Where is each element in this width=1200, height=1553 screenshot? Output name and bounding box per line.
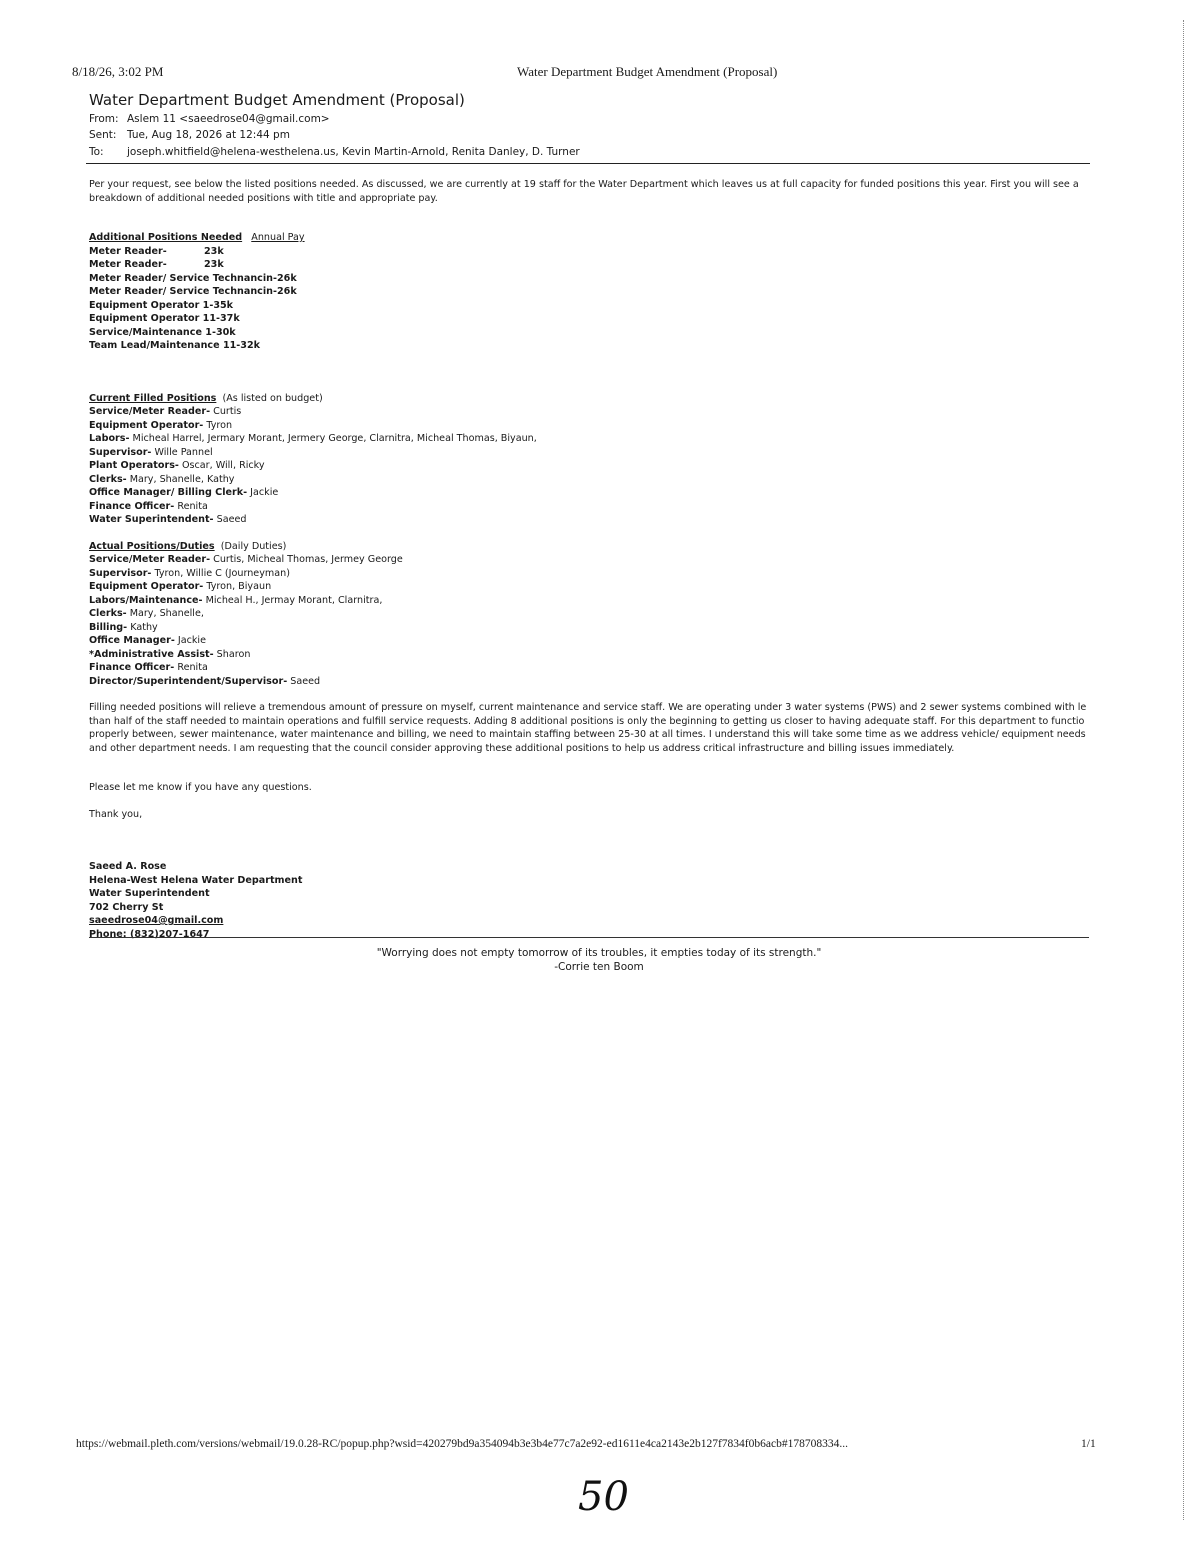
- actual-position-row: [89, 607, 1089, 621]
- role-names: Jackie: [250, 487, 279, 498]
- current-position-row: [89, 486, 1089, 500]
- thanks-line: Thank you,: [89, 808, 143, 820]
- role-title: Equipment Operator-: [89, 419, 204, 431]
- to-label: To:: [89, 146, 104, 158]
- intro-paragraph: Per your request, see below the listed positions needed. As discussed, we are currently at 19 staff for the Water Department which leaves us at full capacity for funded positions this year. First you will see a breakdown of additional needed positions with title and appropriate pay.: [89, 179, 1079, 204]
- role-names: Curtis, Micheal Thomas, Jermey George: [213, 554, 403, 565]
- position-title: Meter Reader/ Service Technancin-: [89, 286, 277, 297]
- quote-author: -Corrie ten Boom: [554, 961, 644, 973]
- actual-position-row: [89, 580, 1089, 594]
- additional-position-row: [89, 285, 1089, 299]
- quote-block: [89, 946, 1109, 974]
- additional-position-row: [89, 312, 1089, 326]
- actual-position-row: [89, 661, 1089, 675]
- sent-label: Sent:: [89, 129, 117, 141]
- additional-heading: Additional Positions Needed: [89, 232, 243, 243]
- role-title: Clerks-: [89, 473, 127, 485]
- email-body: [89, 178, 1089, 941]
- signature-address: 702 Cherry St: [89, 901, 164, 913]
- current-position-row: [89, 513, 1089, 527]
- current-note: (As listed on budget): [222, 392, 323, 404]
- email-to-row: [89, 146, 580, 158]
- role-names: Tyron, Willie C (Journeyman): [154, 567, 290, 579]
- email-from-row: [89, 113, 330, 125]
- position-pay: 26k: [276, 272, 297, 284]
- quote-text: "Worrying does not empty tomorrow of its troubles, it empties today of its strength.": [376, 947, 822, 959]
- actual-positions-section: [89, 540, 1089, 689]
- role-title: *Administrative Assist-: [89, 648, 214, 660]
- additional-position-row: [89, 326, 1089, 340]
- signature-org: Helena-West Helena Water Department: [89, 874, 303, 886]
- current-position-row: [89, 405, 1089, 419]
- role-title: Labors-: [89, 433, 130, 444]
- role-names: Tyron: [206, 419, 233, 431]
- scan-edge-line: [1183, 20, 1184, 1520]
- role-title: Equipment Operator-: [89, 581, 204, 592]
- role-title: Director/Superintendent/Supervisor-: [89, 675, 288, 687]
- current-positions-list: [89, 405, 1089, 527]
- additional-position-row: [89, 339, 1089, 353]
- current-position-row: [89, 419, 1089, 433]
- position-title: Team Lead/Maintenance 11-: [89, 340, 241, 351]
- actual-position-row: [89, 648, 1089, 662]
- role-title: Service/Meter Reader-: [89, 406, 211, 417]
- from-value[interactable]: Aslem 11 <saeedrose04@gmail.com>: [127, 113, 330, 125]
- signature-block: [89, 860, 1089, 941]
- role-names: Curtis: [213, 406, 242, 417]
- additional-positions-list: [89, 245, 1089, 353]
- role-title: Service/Meter Reader-: [89, 554, 211, 565]
- current-positions-section: [89, 392, 1089, 527]
- print-header-title: Water Department Budget Amendment (Proposal): [517, 64, 778, 79]
- additional-positions-section: [89, 231, 1089, 353]
- annual-pay-heading: Annual Pay: [251, 232, 305, 243]
- role-names: Mary, Shanelle,: [129, 608, 204, 619]
- role-title: Water Superintendent-: [89, 514, 214, 525]
- actual-position-row: [89, 567, 1089, 581]
- role-title: Billing-: [89, 621, 128, 633]
- position-title: Equipment Operator 11-: [89, 313, 220, 324]
- role-names: Jackie: [177, 635, 206, 646]
- actual-position-row: [89, 594, 1089, 608]
- role-title: Supervisor-: [89, 567, 152, 579]
- signature-email-link[interactable]: saeedrose04@gmail.com: [89, 915, 224, 926]
- actual-heading: Actual Positions/Duties: [89, 540, 215, 552]
- position-pay: 35k: [213, 299, 234, 311]
- additional-position-row: [89, 245, 1089, 259]
- role-names: Wille Pannel: [154, 446, 213, 458]
- closing-paragraph: Filling needed positions will relieve a tremendous amount of pressure on myself, current maintenance and service staff. We are operating under 3 water systems (PWS) and 2 sewer systems combined with le than half of the staff needed to maintain operations and fulfill service requests. Adding 8 additional positions is only the beginning to getting us closer to having adequate staff. For this department to functio properly between, sewer maintenance, water maintenance and billing, we need to maintain staffing between 25-30 at all times. I understand this will take some time as we address vehicle/ equipment needs and other department needs. I am requesting that the council consider approving these additional positions to help us address critical infrastructure and billing issues immediately.: [89, 702, 1087, 754]
- role-title: Office Manager-: [89, 635, 175, 646]
- role-names: Micheal H., Jermay Morant, Clarnitra,: [205, 594, 383, 606]
- current-position-row: [89, 459, 1089, 473]
- role-title: Labors/Maintenance-: [89, 594, 203, 606]
- questions-line: Please let me know if you have any questions.: [89, 782, 312, 793]
- role-title: Finance Officer-: [89, 500, 175, 512]
- actual-position-row: [89, 553, 1089, 567]
- print-page-count: 1/1: [1081, 1438, 1096, 1450]
- role-title: Plant Operators-: [89, 460, 179, 471]
- additional-position-row: [89, 258, 1089, 272]
- actual-position-row: [89, 675, 1089, 689]
- role-title: Supervisor-: [89, 446, 152, 458]
- position-title: Service/Maintenance 1-: [89, 326, 216, 338]
- position-pay: 26k: [276, 286, 297, 297]
- actual-positions-list: [89, 553, 1089, 688]
- role-names: Renita: [177, 662, 208, 673]
- additional-position-row: [89, 299, 1089, 313]
- current-position-row: [89, 473, 1089, 487]
- position-pay: 37k: [219, 313, 240, 324]
- actual-note: (Daily Duties): [220, 540, 287, 552]
- print-footer-url: https://webmail.pleth.com/versions/webmail/19.0.28-RC/popup.php?wsid=420279bd9a354094b3e3b4e77c7a2e92-ed1611e4ca2143e2b127f7834f0b6acb#178708334...: [76, 1438, 848, 1450]
- email-subject: Water Department Budget Amendment (Proposal): [89, 91, 465, 109]
- role-names: Renita: [177, 500, 208, 512]
- role-names: Mary, Shanelle, Kathy: [129, 473, 235, 485]
- signature-title: Water Superintendent: [89, 888, 210, 899]
- additional-position-row: [89, 272, 1089, 286]
- role-names: Kathy: [130, 621, 158, 633]
- position-pay: 30k: [215, 326, 236, 338]
- signature-divider: [89, 937, 1089, 938]
- position-pay: 32k: [240, 340, 261, 351]
- role-names: Saeed: [216, 514, 247, 525]
- position-title: Meter Reader-: [89, 245, 167, 257]
- current-position-row: [89, 500, 1089, 514]
- position-title: Meter Reader-: [89, 259, 167, 270]
- actual-position-row: [89, 634, 1089, 648]
- current-position-row: [89, 432, 1089, 446]
- role-names: Micheal Harrel, Jermary Morant, Jermery George, Clarnitra, Micheal Thomas, Biyaun,: [132, 433, 537, 444]
- email-sent-row: [89, 129, 290, 141]
- position-pay: 23k: [204, 259, 224, 270]
- role-names: Saeed: [290, 675, 321, 687]
- sent-value: Tue, Aug 18, 2026 at 12:44 pm: [127, 129, 290, 141]
- signature-name: Saeed A. Rose: [89, 861, 167, 872]
- current-heading: Current Filled Positions: [89, 392, 217, 404]
- signature-phone: Phone: (832)207-1647: [89, 928, 210, 940]
- role-title: Finance Officer-: [89, 662, 175, 673]
- position-title: Meter Reader/ Service Technancin-: [89, 272, 277, 284]
- actual-position-row: [89, 621, 1089, 635]
- from-label: From:: [89, 113, 119, 125]
- role-names: Tyron, Biyaun: [206, 581, 272, 592]
- current-position-row: [89, 446, 1089, 460]
- position-title: Equipment Operator 1-: [89, 299, 214, 311]
- role-names: Sharon: [216, 648, 251, 660]
- to-value[interactable]: joseph.whitfield@helena-westhelena.us, Kevin Martin-Arnold, Renita Danley, D. Turner: [127, 146, 580, 158]
- role-title: Clerks-: [89, 608, 127, 619]
- position-pay: 23k: [204, 245, 224, 257]
- role-names: Oscar, Will, Ricky: [181, 460, 265, 471]
- print-datetime: 8/18/26, 3:02 PM: [72, 64, 164, 79]
- header-divider: [86, 163, 1090, 164]
- role-title: Office Manager/ Billing Clerk-: [89, 487, 248, 498]
- handwritten-page-number: 50: [578, 1474, 629, 1520]
